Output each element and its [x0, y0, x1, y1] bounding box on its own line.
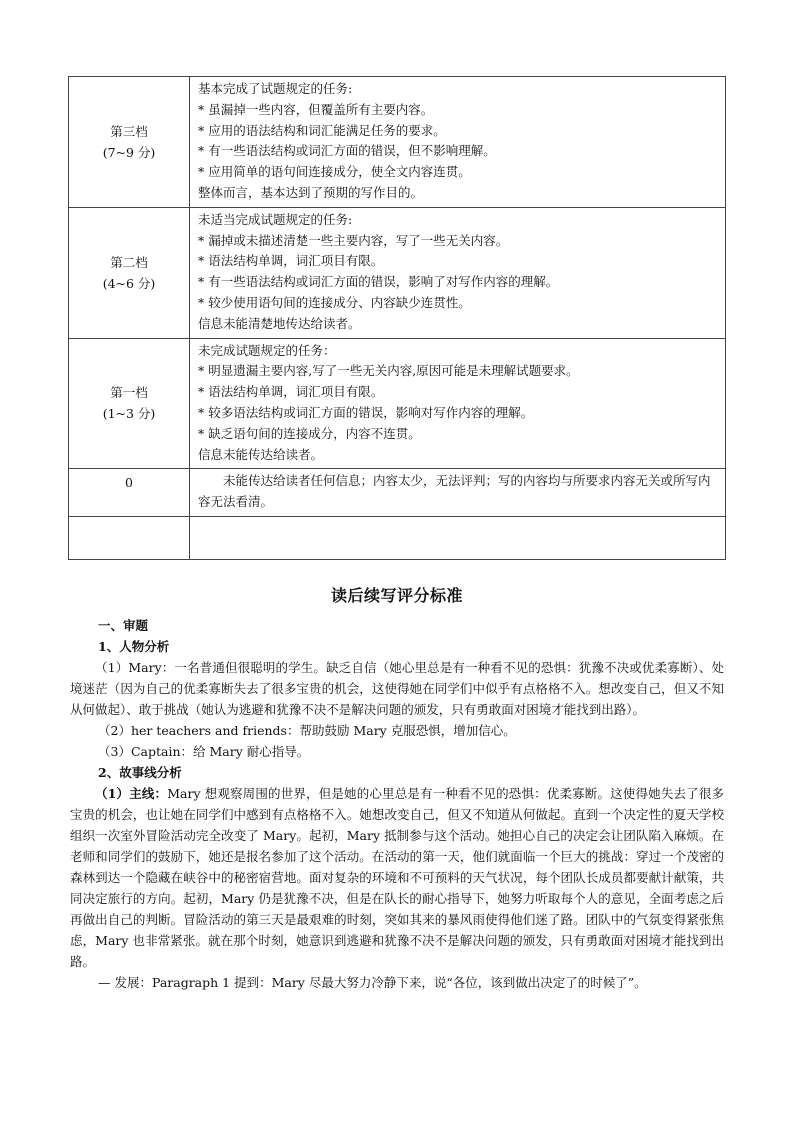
paragraph-main-line: [70, 783, 724, 972]
criterion-line: * 语法结构单调，词汇项目有限。: [198, 253, 384, 269]
section-title: 读后续写评分标准: [330, 586, 463, 605]
criterion-line: * 语法结构单调，词汇项目有限。: [198, 384, 384, 400]
criterion-line: * 有一些语法结构或词汇方面的错误，但不影响理解。: [198, 143, 496, 159]
criterion-line: 整体而言，基本达到了预期的写作目的。: [198, 184, 424, 200]
criterion-line: * 漏掉或未描述清楚一些主要内容，写了一些无关内容。: [198, 232, 509, 248]
empty-cell: [190, 516, 726, 559]
criterion-line: * 应用简单的语句间连接成分，使全文内容连贯。: [198, 164, 471, 180]
paragraph-teachers-friends: （2）her teachers and friends：帮助鼓励 Mary 克服恐惧，增加信心。: [98, 723, 516, 738]
criterion-line: 未适当完成试题规定的任务:: [198, 211, 353, 227]
description-cell: [190, 338, 726, 469]
criterion-line: * 较多语法结构或词汇方面的错误，影响对写作内容的理解。: [198, 404, 534, 420]
table-row: [69, 207, 726, 338]
description-cell: [190, 207, 726, 338]
level-name: 第二档: [110, 254, 148, 270]
table-row-empty: [69, 516, 726, 559]
empty-cell: [69, 516, 190, 559]
main-line-text: Mary 想观察周围的世界，但是她的心里总是有一种看不见的恐惧：优柔寡断。这使得她失去了很多宝贵的机会，也让她在同学们中感到有点格格不入。她想改变自己，但又不知道从何做起。直到一个决定性的夏天学校组织一次室外冒险活动完全改变了 Mary。起初，Mary 抵制参与这个活动。她担心自己的决定会让团队陷入麻烦。在老师和同学们的鼓励下，她还是报名参加了这个活动。在活动的第一天，他们就面临一个巨大的挑战：穿过一个茂密的森林到达一个隐藏在峡谷中的秘密宿营地。面对复杂的环境和不可预料的天气状况，每个团队长成员都要献计献策，共同决定旅行的方向。起初，Mary 仍是犹豫不决，但是在队长的耐心指导下，她努力听取每个人的意见，全面考虑之后再做出自己的判断。冒险活动的第三天是最艰难的时刻，突如其来的暴风雨使得他们迷了路。团队中的气氛变得紧张焦虑，Mary 也非常紧张。就在那个时刻，她意识到逃避和犹豫不决不是解决问题的颁发，只有勇敢面对困境才能找到出路。: [70, 786, 725, 969]
criterion-line: * 有一些语法结构或词汇方面的错误，影响了对写作内容的理解。: [198, 274, 559, 290]
paragraph-mary: （1）Mary：一名普通但很聪明的学生。缺乏自信（她心里总是有一种看不见的恐惧：犹豫不决或优柔寡断）、处境迷茫（因为自己的优柔寡断失去了很多宝贵的机会，这使得她在同学们中似乎有点格格不入。想改变自己，但又不知从何做起）、敢于挑战（她认为逃避和犹豫不决不是解决问题的颁发，只有勇敢面对困境才能找到出路）。: [70, 660, 724, 717]
level-name: 0: [125, 475, 133, 491]
criterion-line: 信息未能传达给读者。: [198, 446, 324, 462]
table-row: [69, 77, 726, 208]
description-cell: [190, 469, 726, 517]
level-name: 第一档: [110, 385, 148, 401]
level-cell: [69, 207, 190, 338]
heading-review: 一、审题: [98, 618, 149, 633]
level-score-range: (7~9 分): [102, 144, 156, 160]
level-score-range: (4~6 分): [102, 275, 156, 291]
level-score-range: (1~3 分): [102, 406, 156, 422]
description-cell: [190, 77, 726, 208]
level-cell: [69, 77, 190, 208]
criterion-line: * 应用的语法结构和词汇能满足任务的要求。: [198, 122, 446, 138]
criterion-line: 未完成试题规定的任务：: [198, 342, 336, 358]
level-cell: [69, 469, 190, 517]
criterion-line: 信息未能清楚地传达给读者。: [198, 315, 361, 331]
criterion-line: * 明显遗漏主要内容,写了一些无关内容,原因可能是未理解试题要求。: [198, 363, 579, 379]
table-row-zero: [69, 469, 726, 517]
level-name: 第三档: [110, 123, 148, 139]
criterion-line: * 较少使用语句间的连接成分、内容缺少连贯性。: [198, 294, 471, 310]
criterion-line: 基本完成了试题规定的任务:: [198, 81, 353, 96]
zero-description: 未能传达给读者任何信息；内容太少，无法评判；写的内容均与所要求内容无关或所写内容无法看清。: [198, 473, 711, 510]
level-cell: [69, 338, 190, 469]
criterion-line: * 缺乏语句间的连接成分，内容不连贯。: [198, 425, 421, 441]
main-line-label: （1）主线：: [95, 786, 168, 801]
table-row: [69, 338, 726, 469]
heading-storyline-analysis: 2、故事线分析: [98, 765, 182, 780]
continuation-writing-section: [70, 583, 724, 993]
scoring-table: [68, 76, 726, 560]
heading-character-analysis: 1、人物分析: [98, 639, 170, 654]
criterion-line: * 虽漏掉一些内容，但覆盖所有主要内容。: [198, 101, 434, 117]
paragraph-development: — 发展：Paragraph 1 提到：Mary 尽最大努力冷静下来，说“各位，该到做出决定了的时候了”。: [98, 975, 647, 990]
paragraph-captain: （3）Captain：给 Mary 耐心指导。: [98, 744, 310, 759]
